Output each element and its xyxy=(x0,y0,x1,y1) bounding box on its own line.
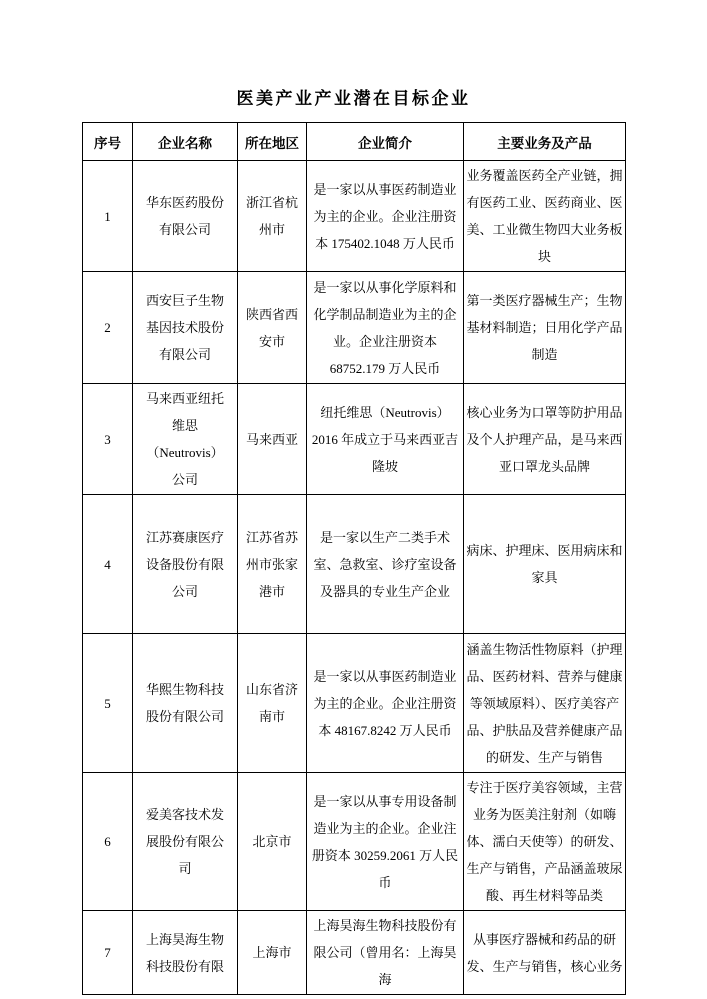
region-cell: 北京市 xyxy=(238,773,307,911)
business-cell: 病床、护理床、医用病床和家具 xyxy=(464,495,626,634)
intro-cell: 上海昊海生物科技股份有限公司（曾用名：上海昊海 xyxy=(307,911,464,995)
row-number-cell: 7 xyxy=(83,911,133,995)
column-header-no: 序号 xyxy=(83,123,133,161)
column-header-name: 企业名称 xyxy=(133,123,238,161)
business-cell: 核心业务为口罩等防护用品及个人护理产品，是马来西亚口罩龙头品牌 xyxy=(464,384,626,495)
business-cell: 从事医疗器械和药品的研发、生产与销售，核心业务 xyxy=(464,911,626,995)
table-header-row xyxy=(83,123,626,161)
page-title: 医美产业产业潜在目标企业 xyxy=(236,89,471,108)
region-cell: 上海市 xyxy=(238,911,307,995)
table-row xyxy=(83,773,626,911)
row-number-cell: 4 xyxy=(83,495,133,634)
table-row xyxy=(83,495,626,634)
intro-cell: 是一家以从事专用设备制造业为主的企业。企业注册资本 30259.2061 万人民币 xyxy=(307,773,464,911)
region-cell: 马来西亚 xyxy=(238,384,307,495)
company-name-cell: 华熙生物科技股份有限公司 xyxy=(133,634,238,773)
company-name-cell: 西安巨子生物基因技术股份有限公司 xyxy=(133,272,238,384)
column-header-intro: 企业简介 xyxy=(307,123,464,161)
row-number-cell: 5 xyxy=(83,634,133,773)
column-header-business: 主要业务及产品 xyxy=(464,123,626,161)
intro-cell: 是一家以生产二类手术室、急救室、诊疗室设备及器具的专业生产企业 xyxy=(307,495,464,634)
intro-cell: 纽托维思（Neutrovis）2016 年成立于马来西亚吉隆坡 xyxy=(307,384,464,495)
intro-cell: 是一家以从事医药制造业为主的企业。企业注册资本 175402.1048 万人民币 xyxy=(307,161,464,272)
company-name-cell: 江苏赛康医疗设备股份有限公司 xyxy=(133,495,238,634)
table-row xyxy=(83,161,626,272)
company-name-cell: 上海昊海生物科技股份有限 xyxy=(133,911,238,995)
business-cell: 业务覆盖医药全产业链，拥有医药工业、医药商业、医美、工业微生物四大业务板块 xyxy=(464,161,626,272)
table-row xyxy=(83,634,626,773)
row-number-cell: 3 xyxy=(83,384,133,495)
column-header-region: 所在地区 xyxy=(238,123,307,161)
table-row xyxy=(83,911,626,995)
table-row xyxy=(83,384,626,495)
table-body xyxy=(83,161,626,995)
table-row xyxy=(83,272,626,384)
region-cell: 山东省济南市 xyxy=(238,634,307,773)
region-cell: 江苏省苏州市张家港市 xyxy=(238,495,307,634)
business-cell: 第一类医疗器械生产；生物基材料制造；日用化学产品制造 xyxy=(464,272,626,384)
row-number-cell: 6 xyxy=(83,773,133,911)
company-table xyxy=(82,122,626,995)
company-name-cell: 马来西亚纽托维思（Neutrovis）公司 xyxy=(133,384,238,495)
company-name-cell: 华东医药股份有限公司 xyxy=(133,161,238,272)
region-cell: 浙江省杭州市 xyxy=(238,161,307,272)
row-number-cell: 2 xyxy=(83,272,133,384)
region-cell: 陕西省西安市 xyxy=(238,272,307,384)
intro-cell: 是一家以从事医药制造业为主的企业。企业注册资本 48167.8242 万人民币 xyxy=(307,634,464,773)
company-name-cell: 爱美客技术发展股份有限公司 xyxy=(133,773,238,911)
intro-cell: 是一家以从事化学原料和化学制品制造业为主的企业。企业注册资本 68752.179 万人民币 xyxy=(307,272,464,384)
business-cell: 涵盖生物活性物原料（护理品、医药材料、营养与健康等领域原料）、医疗美容产品、护肤品及营养健康产品的研发、生产与销售 xyxy=(464,634,626,773)
business-cell: 专注于医疗美容领域，主营业务为医美注射剂（如嗨体、濡白天使等）的研发、生产与销售，产品涵盖玻尿酸、再生材料等品类 xyxy=(464,773,626,911)
row-number-cell: 1 xyxy=(83,161,133,272)
